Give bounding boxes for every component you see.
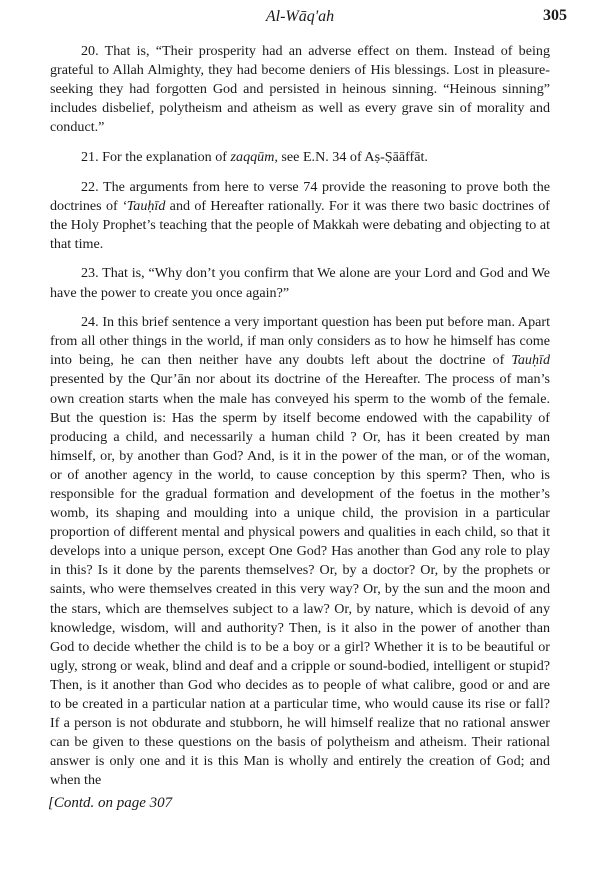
note-22 bbox=[50, 178, 550, 254]
footnotes-body bbox=[50, 42, 550, 814]
note-22-text-b: and of Hereafter rationally. For it was there two basic doctrines of the Holy Prophet’s teaching that the people of Makkah were debating and objecting to at that time. bbox=[50, 197, 550, 252]
page-number: 305 bbox=[543, 7, 567, 24]
note-21-term: zaqqūm, bbox=[230, 148, 278, 165]
note-21-text-b: see E.N. 34 of Aṣ-Ṣāāffāt. bbox=[277, 148, 428, 165]
continuation-note: [Contd. on page 307 bbox=[48, 795, 173, 812]
note-24 bbox=[50, 313, 550, 790]
note-21-text-a: 21. For the explanation of bbox=[81, 148, 231, 165]
note-22-text-a: 22. The arguments from here to verse 74 provide the reasoning to prove both the doctrines of bbox=[50, 178, 550, 214]
note-24-text-a: 24. In this brief sentence a very important question has been put before man. Apart from all other things in the world, if man only considers as to how he himself has come into being, he can then neither have any doubts left about the doctrine of bbox=[50, 314, 550, 369]
note-23: 23. That is, “Why don’t you confirm that We alone are your Lord and God and We have the power to create you once again?” bbox=[50, 265, 550, 301]
note-22-term: ‘Tauḥīd bbox=[122, 197, 166, 214]
running-title: Al-Wāq'ah bbox=[265, 8, 335, 25]
note-24-text-b: presented by the Qur’ān nor about its doctrine of the Hereafter. The process of man’s own creation starts when the male has conveyed his sperm to the womb of the female. But the question is: Has the sperm by itself become endowed with the capability of producing a child, and necessarily a human child ? Or, has it been created by man himself, or, by another than God? And, is it in the power of the man, or of the woman, or of another agency in the world, to cause conception by this sperm? Then, who is responsible for the gradual formation and development of the foetus in the mother’s womb, its shaping and moulding into a unique child, the provision in a particular proportion of different mental and physical powers and qualities in each child, so that it develops into a unique person, except One God? Has another than God any role to play in this? Is it done by the parents themselves? Or, by a doctor? Or, by the prophets or saints, who were themselves created in this very way? Or, by the sun and the moon and the stars, which are themselves subject to a law? Or, by nature, which is devoid of any knowledge, wisdom, will and authority? Then, is it also in the power of another than God to decide whether the child is to be a boy or a girl? Whether it is to be beautiful or ugly, strong or weak, blind and deaf and a cripple or sound-bodied, intelligent or stupid? Then, is it another than God who decides as to people of what calibre, good or and are to be created in a particular nation at a particular time, who would cause its rise or fall? If a person is not obdurate and stubborn, he will himself realize that no rational answer can be given to these questions on the basis of polytheism and atheism. Their rational answer is only one and it is this Man is wholly and entirely the creation of God; and when the bbox=[50, 371, 550, 789]
note-24-term: Tauḥīd bbox=[511, 352, 550, 369]
note-21 bbox=[50, 148, 550, 167]
note-20: 20. That is, “Their prosperity had an adverse effect on them. Instead of being grateful to Allah Almighty, they had become deniers of His blessings. Lost in pleasure-seeking they had forgotten God and persisted in heinous sinning. “Heinous sinning” includes disbelief, polytheism and atheism as well as every grave sin of morality and conduct.” bbox=[50, 43, 550, 136]
